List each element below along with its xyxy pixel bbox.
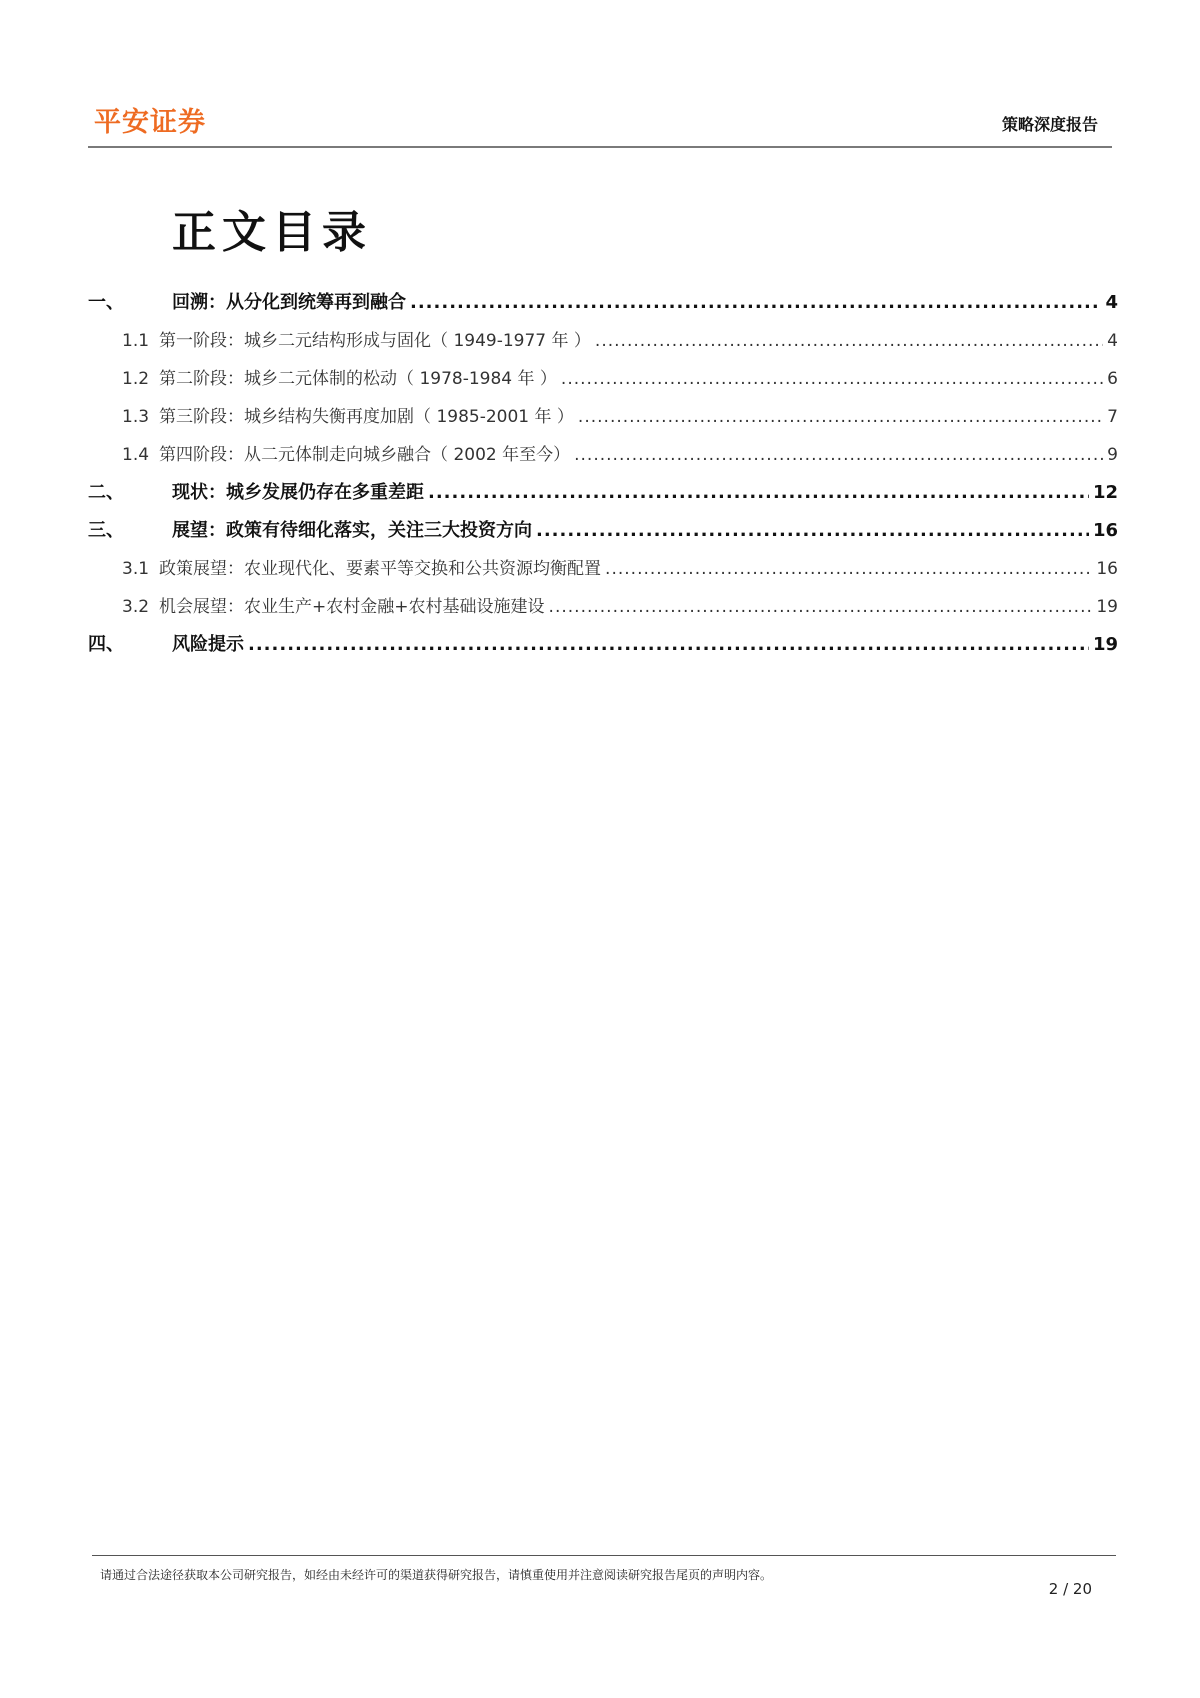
- toc-entry-title: 第一阶段：城乡二元结构形成与固化（ 1949-1977 年 ）: [159, 331, 591, 351]
- toc-entry-number: 1.3: [122, 407, 150, 427]
- toc-entry-title: 政策展望：农业现代化、要素平等交换和公共资源均衡配置: [159, 559, 602, 579]
- toc-entry-page: 16: [1092, 520, 1118, 541]
- toc-entry-number: 四、: [88, 634, 124, 655]
- toc-entry-page: 19: [1096, 597, 1118, 617]
- toc-dot-leader: [574, 436, 1103, 474]
- toc-entry-page: 4: [1107, 331, 1118, 351]
- footer-disclaimer: 请通过合法途径获取本公司研究报告，如经由未经许可的渠道获得研究报告，请慎重使用并注意阅读研究报告尾页的声明内容。: [100, 1568, 773, 1582]
- toc-entry-number: 二、: [88, 482, 124, 503]
- toc-entry-page: 19: [1092, 634, 1118, 655]
- toc-entry-title: 第二阶段：城乡二元体制的松动（ 1978-1984 年 ）: [159, 369, 557, 389]
- toc-entry[interactable]: [88, 398, 1118, 436]
- toc-dot-leader: [595, 322, 1103, 360]
- toc-entry-title: 第三阶段：城乡结构失衡再度加剧（ 1985-2001 年 ）: [159, 407, 574, 427]
- toc-entry[interactable]: [88, 588, 1118, 626]
- toc-entry[interactable]: [88, 550, 1118, 588]
- toc-title: 正文目录: [172, 207, 372, 258]
- toc-entry-page: 6: [1107, 369, 1118, 389]
- company-logo: 平安证券: [94, 107, 206, 138]
- toc-entry[interactable]: [88, 512, 1118, 550]
- toc-entry-page: 12: [1092, 482, 1118, 503]
- toc-entry-title: 风险提示: [172, 634, 244, 655]
- toc-entry[interactable]: [88, 474, 1118, 512]
- page-header: [88, 96, 1112, 148]
- toc-dot-leader: [248, 626, 1089, 664]
- page-indicator: 2 / 20: [1048, 1580, 1092, 1598]
- toc-entry-number: 一、: [88, 292, 124, 313]
- toc-entry-number: 3.1: [122, 559, 150, 579]
- table-of-contents: [88, 284, 1118, 664]
- report-type-label: 策略深度报告: [1001, 115, 1098, 134]
- toc-entry-page: 7: [1107, 407, 1118, 427]
- toc-dot-leader: [605, 550, 1092, 588]
- toc-entry-title: 回溯：从分化到统筹再到融合: [172, 292, 406, 313]
- toc-entry-number: 1.1: [122, 331, 150, 351]
- toc-entry[interactable]: [88, 322, 1118, 360]
- toc-entry-page: 16: [1096, 559, 1118, 579]
- toc-dot-leader: [549, 588, 1093, 626]
- toc-dot-leader: [536, 512, 1089, 550]
- toc-entry-number: 1.2: [122, 369, 150, 389]
- toc-dot-leader: [578, 398, 1103, 436]
- footer-divider: [92, 1555, 1116, 1556]
- header-divider: [88, 146, 1112, 148]
- toc-entry-title: 展望：政策有待细化落实，关注三大投资方向: [172, 520, 532, 541]
- toc-entry-number: 三、: [88, 520, 124, 541]
- toc-entry[interactable]: [88, 360, 1118, 398]
- toc-entry[interactable]: [88, 284, 1118, 322]
- toc-dot-leader: [410, 284, 1101, 322]
- toc-entry-number: 3.2: [122, 597, 150, 617]
- toc-dot-leader: [561, 360, 1103, 398]
- toc-entry[interactable]: [88, 436, 1118, 474]
- toc-entry-title: 现状：城乡发展仍存在多重差距: [172, 482, 424, 503]
- toc-dot-leader: [428, 474, 1089, 512]
- toc-entry-title: 机会展望：农业生产+农村金融+农村基础设施建设: [159, 597, 545, 617]
- toc-entry-page: 9: [1107, 445, 1118, 465]
- toc-entry-title: 第四阶段：从二元体制走向城乡融合（ 2002 年至今）: [159, 445, 571, 465]
- toc-entry[interactable]: [88, 626, 1118, 664]
- toc-entry-page: 4: [1105, 292, 1118, 313]
- toc-entry-number: 1.4: [122, 445, 150, 465]
